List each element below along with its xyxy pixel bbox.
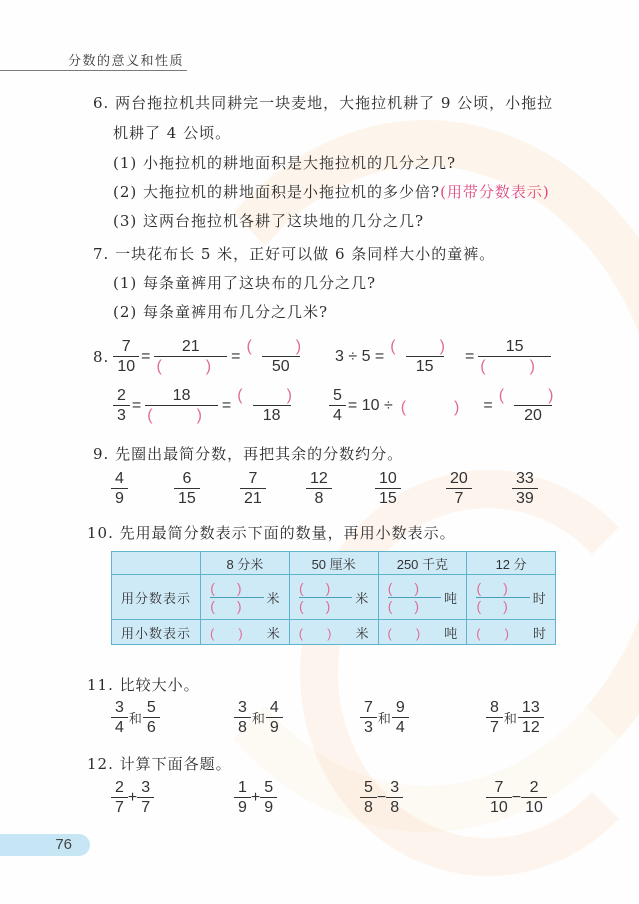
answer-blank[interactable]: ( )	[156, 358, 226, 375]
q11-text: 比较大小。	[119, 676, 200, 694]
table-row-decimal	[112, 620, 556, 645]
q12-number: 12.	[87, 755, 114, 773]
q10-text: 先用最简分数表示下面的数量，再用小数表示。	[119, 524, 456, 542]
calculation-item: $\frac{5}{8}$ − $\frac{3}{8}$	[362, 779, 401, 816]
q10-line1	[87, 522, 456, 543]
fraction[interactable]: $\frac{10}{15}$	[377, 470, 399, 507]
table-header-row	[112, 552, 556, 575]
division-expression: = 10 ÷	[347, 396, 393, 414]
q8-equation-3	[115, 387, 308, 424]
fraction[interactable]: $\frac{4}{9}$	[113, 470, 126, 507]
comparison-pair: $\frac{8}{7}$ 和 $\frac{13}{12}$	[488, 699, 542, 736]
q12-text: 计算下面各题。	[119, 755, 232, 773]
q8-number: 8.	[93, 347, 110, 366]
q7-sub2: (2) 每条童裤用布几分之几米?	[113, 303, 329, 321]
q6-number: 6.	[93, 94, 110, 112]
comparison-pair: $\frac{3}{8}$ 和 $\frac{4}{9}$	[236, 699, 281, 736]
fraction[interactable]: $\frac{7}{21}$	[242, 470, 264, 507]
answer-cell[interactable]: () () 吨	[378, 575, 467, 620]
fraction[interactable]: $\frac{33}{39}$	[514, 470, 536, 507]
fraction: $\frac{( )}{18}$	[237, 387, 306, 424]
q11-number: 11.	[87, 676, 114, 694]
q9-number: 9.	[93, 445, 110, 463]
q12-line1	[87, 753, 232, 774]
answer-blank[interactable]: ( )	[400, 399, 476, 416]
equals-sign: =	[131, 396, 142, 414]
fraction: $\frac{( )}{50}$	[246, 338, 316, 375]
fraction: $\frac{15}{( )}$	[480, 338, 549, 375]
answer-cell[interactable]: () () 时	[467, 575, 556, 620]
equals-sign: =	[464, 347, 475, 365]
calculation-item: $\frac{7}{10}$ − $\frac{2}{10}$	[488, 779, 545, 816]
table-row-fraction	[112, 575, 556, 620]
calculation-item: $\frac{2}{7}$ + $\frac{3}{7}$	[113, 779, 152, 816]
answer-blank[interactable]: ( )	[246, 338, 316, 355]
division-expression: 3 ÷ 5 =	[335, 347, 385, 365]
answer-blank[interactable]: ( )	[390, 338, 459, 355]
fraction[interactable]: $\frac{6}{15}$	[176, 470, 198, 507]
table-header-cell: 50 厘米	[289, 552, 378, 575]
q6-sub3: (3) 这两台拖拉机各耕了这块地的几分之几?	[113, 212, 425, 230]
equals-sign: =	[221, 396, 232, 414]
q8-equation-4	[331, 387, 569, 424]
q7-sub1: (1) 每条童裤用了这块布的几分之几?	[113, 274, 377, 292]
q7-line1	[93, 243, 495, 264]
fraction[interactable]: $\frac{12}{8}$	[308, 470, 330, 507]
row-label: 用小数表示	[112, 620, 201, 645]
fraction: $\frac{7}{10}$	[115, 338, 137, 375]
table-header-cell: 12 分	[467, 552, 556, 575]
answer-cell[interactable]: ()米	[201, 620, 290, 645]
answer-cell[interactable]: () () 米	[289, 575, 378, 620]
q6-line1	[93, 92, 553, 113]
equals-sign: =	[231, 347, 241, 365]
table-header-cell	[112, 552, 201, 575]
table-header-cell: 8 分米	[201, 552, 290, 575]
equals-sign: =	[483, 396, 493, 414]
chapter-title: 分数的意义和性质	[68, 54, 185, 69]
q6-sub2-hint: (用带分数表示)	[440, 183, 550, 201]
q8-equation-1	[93, 338, 317, 375]
chapter-header	[0, 46, 187, 71]
answer-blank[interactable]: ( )	[237, 387, 306, 404]
q6-line2: 机耕了 4 公顷。	[113, 124, 232, 142]
q6-text: 两台拖拉机共同耕完一块麦地，大拖拉机耕了 9 公顷，小拖拉	[115, 94, 554, 112]
q9-text: 先圈出最简分数，再把其余的分数约分。	[115, 445, 404, 463]
answer-blank[interactable]: ( )	[147, 407, 216, 424]
comparison-pair: $\frac{7}{3}$ 和 $\frac{9}{4}$	[362, 699, 407, 736]
q8-equation-2	[335, 338, 551, 375]
fraction[interactable]: $\frac{20}{7}$	[448, 470, 470, 507]
fraction: $\frac{( )}{20}$	[498, 387, 568, 424]
q6-sub2-text: (2) 大拖拉机的耕地面积是小拖拉机的多少倍?	[113, 183, 441, 201]
row-label: 用分数表示	[112, 575, 201, 620]
table-header-cell: 250 千克	[378, 552, 467, 575]
fraction: $\frac{2}{3}$	[115, 387, 128, 424]
page-number-tab	[0, 834, 90, 856]
q6-sub1: (1) 小拖拉机的耕地面积是大拖拉机的几分之几?	[113, 154, 457, 172]
fraction: $\frac{18}{( )}$	[147, 387, 216, 424]
q11-line1	[87, 674, 200, 695]
q10-number: 10.	[87, 524, 114, 542]
equals-sign: =	[141, 347, 151, 365]
conversion-table	[111, 551, 556, 645]
answer-cell[interactable]: ()吨	[378, 620, 467, 645]
fraction: $\frac{21}{( )}$	[156, 338, 226, 375]
calculation-item: $\frac{1}{9}$ + $\frac{5}{9}$	[236, 779, 275, 816]
comparison-pair: $\frac{3}{4}$ 和 $\frac{5}{6}$	[113, 699, 158, 736]
answer-blank[interactable]: ( )	[480, 358, 549, 375]
answer-cell[interactable]: () () 米	[201, 575, 290, 620]
answer-blank[interactable]: ( )	[498, 387, 568, 404]
q7-text: 一块花布长 5 米，正好可以做 6 条同样大小的童裤。	[115, 245, 496, 263]
page-number: 76	[55, 836, 72, 853]
q9-line1	[93, 443, 403, 464]
fraction: $\frac{( )}{15}$	[390, 338, 459, 375]
fraction: $\frac{5}{4}$	[331, 387, 344, 424]
q6-sub2	[113, 181, 550, 202]
q7-number: 7.	[93, 245, 110, 263]
q9-fraction-list	[113, 470, 543, 510]
answer-cell[interactable]: ()米	[289, 620, 378, 645]
answer-cell[interactable]: ()时	[467, 620, 556, 645]
